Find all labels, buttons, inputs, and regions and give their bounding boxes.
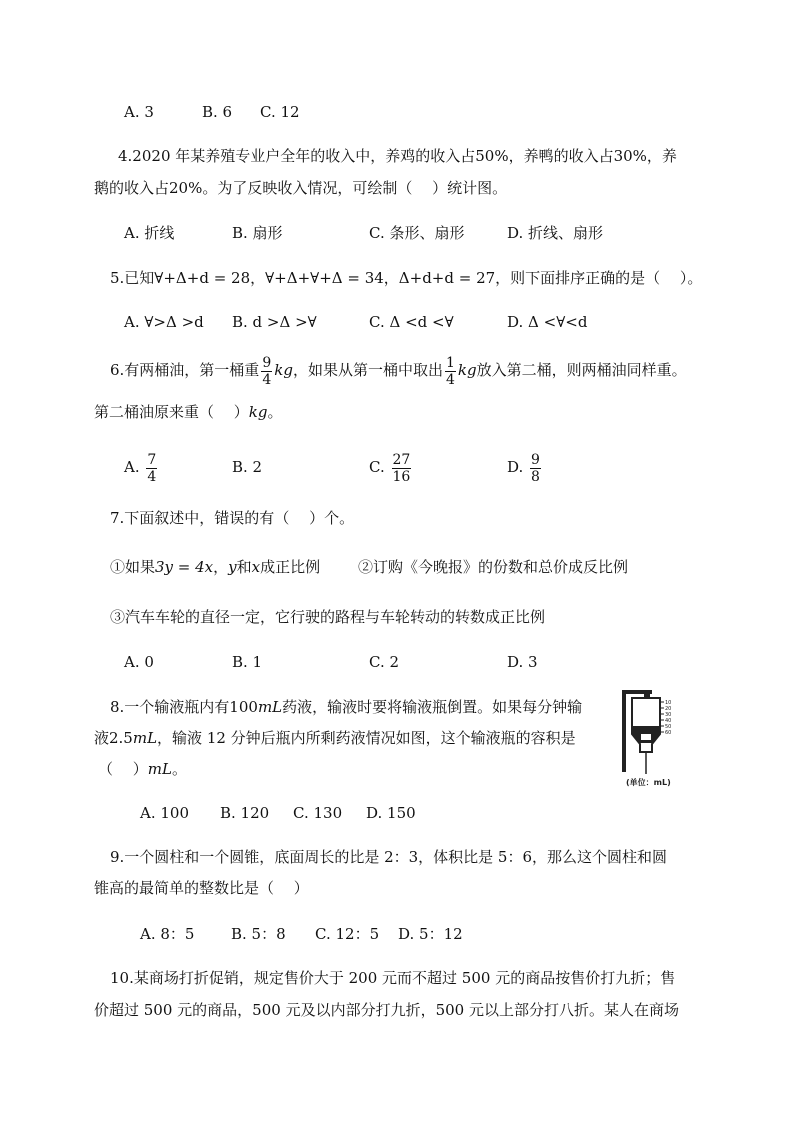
q6-option-a-den: 4: [147, 468, 157, 485]
q6-question-line1: [110, 352, 687, 388]
q8-question-line1: [110, 697, 582, 717]
q6-option-d-num: 9: [531, 451, 540, 468]
q6-fraction-9-4: [261, 356, 272, 387]
q8-question-line2: [94, 728, 576, 748]
q8-option-a: A. 100: [140, 804, 189, 822]
q7-question-line1: 7.下面叙述中，错误的有（ ）个。: [110, 509, 355, 527]
q9-option-c: C. 12：5: [315, 925, 380, 943]
q3-option-a: A. 3: [124, 103, 154, 121]
q4-option-d: D. 折线、扇形: [507, 224, 604, 242]
q3-option-c: C. 12: [260, 103, 300, 121]
q8-option-b: B. 120: [220, 804, 270, 822]
q10-question-line2: 价超过 500 元的商品，500 元及以内部分打九折，500 元以上部分打八折。某人在商场: [94, 1001, 679, 1019]
q6-option-c: [369, 448, 413, 486]
q8-line3-a: （ ）: [98, 760, 148, 778]
q6-text-part3: 放入第二桶，则两桶油同样重。: [476, 361, 687, 379]
iv-stand-arm: [622, 690, 652, 694]
svg-text:10: 10: [665, 700, 672, 706]
q6-option-a-fraction: [146, 453, 157, 484]
q9-question-line1: 9.一个圆柱和一个圆锥，底面周长的比是 2：3，体积比是 5：6，那么这个圆柱和圆: [110, 848, 668, 866]
iv-stand-pole: [622, 690, 626, 772]
q9-option-d: D. 5：12: [398, 925, 463, 943]
q7-s1-equation: 3y = 4x: [155, 558, 214, 576]
q6-option-d: [507, 448, 543, 486]
q7-option-c: C. 2: [369, 653, 400, 671]
q7-statement-3: ③汽车车轮的直径一定，它行驶的路程与车轮转动的转数成正比例: [110, 608, 546, 626]
q6-unit1: kg: [274, 361, 293, 379]
q6-frac2-numerator: 1: [445, 354, 455, 371]
q8-line1-unit: mL: [257, 698, 283, 716]
iv-bottle-outline: [632, 698, 660, 752]
q5-option-a: A. ∀>Δ >d: [124, 313, 204, 331]
q7-s1-var-x: x: [251, 558, 261, 576]
q7-option-a: A. 0: [124, 653, 154, 671]
q4-question-line2: 鹅的收入占20%。为了反映收入情况，可绘制（ ）统计图。: [94, 179, 508, 197]
q9-question-line2: 锥高的最简单的整数比是（ ）: [94, 879, 309, 897]
q5-question-line1: 5.已知∀+Δ+d = 28，∀+Δ+∀+Δ = 34，Δ+d+d = 27，则下面排序正确的是（ ）。: [110, 269, 703, 287]
q6-text-part2: ，如果从第一桶中取出: [292, 361, 443, 379]
q4-option-b: B. 扇形: [232, 224, 283, 242]
q8-question-line3: [98, 759, 187, 779]
q6-line2-text: 第二桶油原来重（ ）: [94, 403, 249, 421]
q6-line2-end: 。: [267, 403, 283, 421]
q7-s1-and: 和: [236, 558, 252, 576]
q7-s1-text-a: ①如果: [110, 558, 156, 576]
iv-bottle-label: [641, 734, 651, 740]
q7-statement-1: [110, 557, 320, 577]
iv-bottle-figure: [616, 688, 692, 788]
svg-text:30: 30: [665, 712, 672, 718]
q6-option-c-fraction: [392, 453, 412, 484]
q6-unit2: kg: [457, 361, 477, 379]
q4-option-c: C. 条形、扇形: [369, 224, 465, 242]
q7-s1-var-y: y: [228, 558, 237, 576]
q8-line3-b: 。: [171, 760, 187, 778]
q6-option-b: B. 2: [232, 458, 263, 476]
q8-option-c: C. 130: [293, 804, 343, 822]
svg-text:60: 60: [665, 730, 672, 736]
q7-statement-2: ②订购《今晚报》的份数和总价成反比例: [358, 558, 629, 576]
q6-fraction-1-4: [445, 356, 456, 387]
q6-frac1-numerator: 9: [262, 354, 272, 371]
q8-option-d: D. 150: [366, 804, 416, 822]
q7-option-b: B. 1: [232, 653, 263, 671]
q5-option-b: B. d >Δ >∀: [232, 313, 317, 331]
q6-option-d-label: D.: [507, 458, 524, 476]
svg-text:40: 40: [665, 718, 672, 724]
q9-option-a: A. 8：5: [140, 925, 195, 943]
q7-s1-comma: ，: [213, 558, 229, 576]
q6-option-d-fraction: [530, 453, 541, 484]
q7-option-d: D. 3: [507, 653, 538, 671]
q6-line2-unit: kg: [248, 403, 268, 421]
q3-option-b: B. 6: [202, 103, 233, 121]
q6-option-c-den: 16: [392, 468, 411, 485]
q7-s1-text-d: 成正比例: [260, 558, 321, 576]
q6-option-a-num: 7: [147, 451, 157, 468]
svg-text:50: 50: [665, 724, 672, 730]
q6-frac2-denominator: 4: [445, 371, 455, 388]
q8-line2-b: ，输液 12 分钟后瓶内所剩药液情况如图，这个输液瓶的容积是: [157, 729, 576, 747]
q4-question-line1: 4.2020 年某养殖专业户全年的收入中，养鸡的收入占50%，养鸭的收入占30%，养: [118, 147, 677, 165]
q4-option-a: A. 折线: [124, 224, 175, 242]
q6-option-d-den: 8: [531, 468, 540, 485]
q5-option-c: C. Δ <d <∀: [369, 313, 454, 331]
q6-frac1-denominator: 4: [262, 371, 272, 388]
q6-option-c-label: C.: [369, 458, 385, 476]
q8-line1-b: 药液，输液时要将输液瓶倒置。如果每分钟输: [282, 698, 583, 716]
q5-option-d: D. Δ <∀<d: [507, 313, 588, 331]
iv-scale-labels: [665, 700, 671, 736]
q8-line2-unit: mL: [132, 729, 158, 747]
q8-line2-a: 液2.5: [94, 729, 133, 747]
q6-option-a: [124, 448, 159, 486]
q9-option-b: B. 5：8: [231, 925, 286, 943]
svg-text:20: 20: [665, 706, 672, 712]
q6-question-line2: [94, 402, 283, 422]
q6-option-a-label: A.: [124, 458, 140, 476]
q8-line3-unit: mL: [147, 760, 172, 778]
q10-question-line1: 10.某商场打折促销，规定售价大于 200 元而不超过 500 元的商品按售价打九折；售: [110, 969, 676, 987]
q6-option-c-num: 27: [392, 451, 411, 468]
q6-text-part1: 6.有两桶油，第一桶重: [110, 361, 260, 379]
iv-figure-caption: (单位：mL): [626, 778, 671, 787]
q8-line1-a: 8.一个输液瓶内有100: [110, 698, 258, 716]
